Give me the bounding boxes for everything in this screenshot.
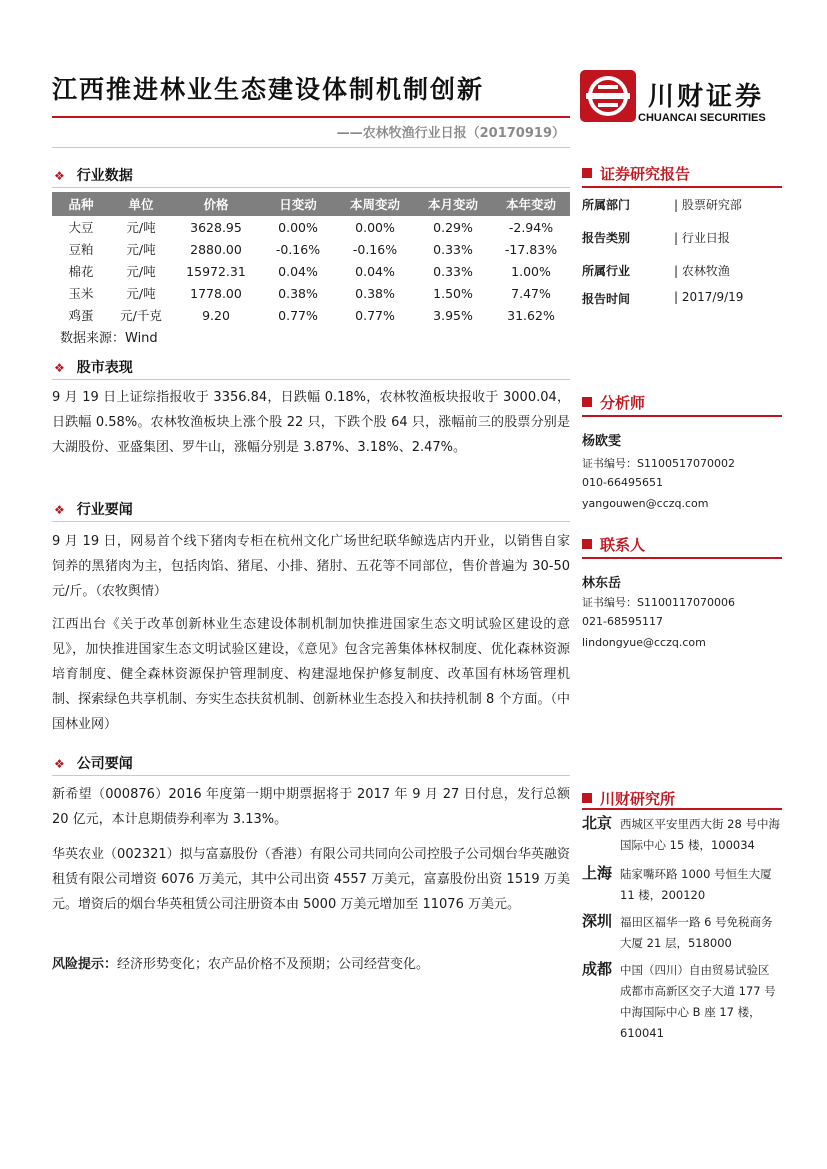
table-header-row xyxy=(52,192,570,216)
table-cell: 0.00% xyxy=(355,219,395,235)
risk-label: 风险提示： xyxy=(52,957,118,972)
section-industry-data: ❖ 行业数据 xyxy=(54,168,133,184)
market-summary-paragraph: 9 月 19 日上证综指报收于 3356.84，日跌幅 0.18%，农林牧渔板块报收于 3000.04，日跌幅 0.58%。农林牧渔板块上涨个股 22 只，下跌个股 64 只，涨幅前三的股票分别是大湖股份、亚盛集团、罗牛山，涨幅分别是 3.87%、3.18%、2.47%。 xyxy=(52,390,570,455)
analyst-phone: 010-66495651 xyxy=(582,476,663,489)
table-cell: 0.04% xyxy=(355,263,395,279)
section-divider xyxy=(52,521,570,522)
meta-value: | 股票研究部 xyxy=(674,198,742,212)
table-cell: 7.47% xyxy=(511,285,551,301)
table-row xyxy=(52,304,570,326)
sidebar-divider xyxy=(582,415,782,417)
diamond-bullet-icon: ❖ xyxy=(54,757,65,771)
table-cell: 鸡蛋 xyxy=(68,308,94,323)
table-header-cell: 单位 xyxy=(110,192,172,216)
office-address: 陆家嘴环路 1000 号恒生大厦 11 楼，200120 xyxy=(620,867,772,902)
meta-value: | 农林牧渔 xyxy=(674,264,730,278)
diamond-bullet-icon: ❖ xyxy=(54,503,65,517)
contact-cert: 证书编号：S1100117070006 xyxy=(582,596,735,609)
meta-label: 所属行业 xyxy=(582,264,631,278)
diamond-bullet-icon: ❖ xyxy=(54,169,65,183)
risk-text: 经济形势变化；农产品价格不及预期；公司经营变化。 xyxy=(117,957,430,972)
square-marker-icon xyxy=(582,793,592,803)
contact-phone: 021-68595117 xyxy=(582,615,663,628)
contact-email[interactable]: lindongyue@cczq.com xyxy=(582,636,706,649)
table-row xyxy=(52,282,570,304)
table-cell: -0.16% xyxy=(352,241,398,257)
table-cell: 0.38% xyxy=(355,285,395,301)
section-divider xyxy=(52,379,570,380)
contact-name: 林东岳 xyxy=(582,576,622,591)
report-subtitle: ——农林牧渔行业日报（20170919） xyxy=(336,126,565,141)
table-cell: 0.29% xyxy=(433,219,473,235)
chuancai-logo-icon xyxy=(580,70,636,122)
table-cell: 2880.00 xyxy=(190,241,242,257)
table-cell: 0.77% xyxy=(355,307,395,323)
industry-news-paragraph: 9 月 19 日，网易首个线下猪肉专柜在杭州文化广场世纪联华鲸选店内开业，以销售自家饲养的黑猪肉为主，包括肉馅、猪尾、小排、猪肘、五花等不同部位，售价普遍为 30-50 元/斤。（农牧舆情） xyxy=(52,534,570,599)
meta-value: | 行业日报 xyxy=(674,231,730,245)
company-logo xyxy=(580,70,780,126)
section-company-news: ❖ 公司要闻 xyxy=(54,756,133,772)
sidebar-contact-heading: 联系人 xyxy=(582,534,645,555)
table-cell: 0.77% xyxy=(278,307,318,323)
table-cell: 元/吨 xyxy=(126,242,156,257)
square-marker-icon xyxy=(582,397,592,407)
report-title: 江西推进林业生态建设体制机制创新 xyxy=(52,75,485,104)
table-row xyxy=(52,216,570,238)
table-cell: -17.83% xyxy=(504,241,558,257)
table-header-cell: 本周变动 xyxy=(336,192,414,216)
section-divider xyxy=(52,187,570,188)
meta-label: 报告时间 xyxy=(582,292,631,306)
table-cell: 9.20 xyxy=(202,307,230,323)
office-city: 上海 xyxy=(582,864,613,882)
office-city: 成都 xyxy=(582,960,613,978)
table-cell: 元/千克 xyxy=(120,308,162,323)
table-cell: 1778.00 xyxy=(190,285,242,301)
table-cell: 0.04% xyxy=(278,263,318,279)
sidebar-divider xyxy=(582,186,782,188)
table-cell: 大豆 xyxy=(68,220,94,235)
table-cell: 15972.31 xyxy=(186,263,246,279)
table-cell: 3628.95 xyxy=(190,219,242,235)
table-cell: 元/吨 xyxy=(126,264,156,279)
square-marker-icon xyxy=(582,539,592,549)
industry-news-paragraph: 江西出台《关于改革创新林业生态建设体制机制加快推进国家生态文明试验区建设的意见》，加快推进国家生态文明试验区建设，《意见》包含完善集体林权制度、优化森林资源培育制度、健全森林资源保护管理制度、构建湿地保护修复制度、改革国有林场管理机制、探索绿色共享机制、夯实生态扶贫机制、创新林业生态投入和扶持机制 8 个方面。（中国林业网） xyxy=(52,617,570,732)
table-cell: 3.95% xyxy=(433,307,473,323)
meta-label: 报告类别 xyxy=(582,231,631,245)
table-header-cell: 日变动 xyxy=(260,192,336,216)
table-cell: -0.16% xyxy=(275,241,321,257)
company-news-paragraph: 新希望（000876）2016 年度第一期中期票据将于 2017 年 9 月 27 日付息，发行总额 20 亿元，本计息期债券利率为 3.13%。 xyxy=(52,787,570,827)
table-cell: 元/吨 xyxy=(126,220,156,235)
sidebar-analyst-heading: 分析师 xyxy=(582,392,645,413)
office-city: 深圳 xyxy=(582,912,613,930)
analyst-name: 杨欧雯 xyxy=(582,434,622,449)
table-row xyxy=(52,260,570,282)
table-row xyxy=(52,238,570,260)
table-header-cell: 品种 xyxy=(52,192,110,216)
section-industry-news: ❖ 行业要闻 xyxy=(54,502,133,518)
office-shenzhen xyxy=(582,910,782,956)
office-beijing xyxy=(582,812,782,858)
sidebar-institute-heading: 川财研究所 xyxy=(582,788,675,809)
table-cell: 1.50% xyxy=(433,285,473,301)
table-header-cell: 本年变动 xyxy=(492,192,570,216)
table-cell: 0.33% xyxy=(433,263,473,279)
table-header-cell: 本月变动 xyxy=(414,192,492,216)
table-cell: 31.62% xyxy=(507,307,555,323)
logo-english-name: CHUANCAI SECURITIES xyxy=(638,112,766,124)
office-city: 北京 xyxy=(582,814,613,832)
meta-label: 所属部门 xyxy=(582,198,631,212)
table-cell: 0.00% xyxy=(278,219,318,235)
table-cell: 玉米 xyxy=(68,286,94,301)
analyst-email[interactable]: yangouwen@cczq.com xyxy=(582,497,709,510)
table-header-cell: 价格 xyxy=(172,192,260,216)
sidebar-divider xyxy=(582,557,782,559)
office-address: 西城区平安里西大街 28 号中海国际中心 15 楼，100034 xyxy=(620,817,780,852)
sidebar-divider xyxy=(582,808,782,810)
analyst-cert: 证书编号：S1100517070002 xyxy=(582,457,735,470)
table-cell: 元/吨 xyxy=(126,286,156,301)
company-news-paragraph: 华英农业（002321）拟与富嘉股份（香港）有限公司共同向公司控股子公司烟台华英融资租赁有限公司增资 6076 万美元，其中公司出资 4557 万美元，富嘉股份出资 1519 万美元。增资后的烟台华英租赁公司注册资本由 5000 万美元增加至 11076 万美元。 xyxy=(52,847,570,912)
table-cell: 0.33% xyxy=(433,241,473,257)
square-marker-icon xyxy=(582,168,592,178)
office-address: 中国（四川）自由贸易试验区成都市高新区交子大道 177 号中海国际中心 B 座 17 楼，610041 xyxy=(620,963,776,1040)
table-cell: 棉花 xyxy=(68,264,94,279)
office-chengdu xyxy=(582,958,782,1044)
header-divider xyxy=(52,116,570,118)
table-cell: 1.00% xyxy=(511,263,551,279)
section-market-performance: ❖ 股市表现 xyxy=(54,360,133,376)
table-cell: -2.94% xyxy=(508,219,554,235)
office-shanghai xyxy=(582,862,782,908)
sidebar-report-heading: 证券研究报告 xyxy=(582,163,690,184)
commodity-price-table xyxy=(52,192,570,326)
header-divider-bottom xyxy=(52,147,570,148)
office-address: 福田区福华一路 6 号免税商务大厦 21 层，518000 xyxy=(620,915,773,950)
risk-warning xyxy=(52,952,570,977)
table-cell: 豆粕 xyxy=(68,242,94,257)
data-source-note: 数据来源：Wind xyxy=(60,331,158,346)
section-divider xyxy=(52,775,570,776)
meta-value: | 2017/9/19 xyxy=(674,290,744,304)
logo-chinese-name: 川财证券 xyxy=(648,82,765,112)
table-cell: 0.38% xyxy=(278,285,318,301)
diamond-bullet-icon: ❖ xyxy=(54,361,65,375)
